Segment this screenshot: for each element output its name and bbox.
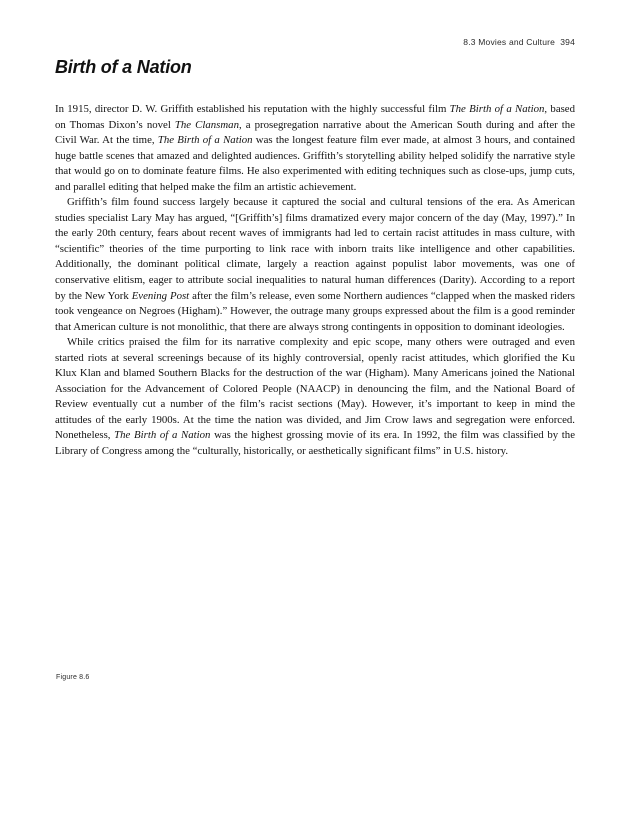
italic-text-segment: The Birth of a Nation bbox=[157, 134, 253, 147]
running-header: 8.3 Movies and Culture 394 bbox=[463, 37, 575, 47]
paragraph bbox=[55, 195, 575, 335]
italic-text-segment: The Clansman bbox=[174, 118, 239, 131]
text-segment: was the longest feature film ever made, at almost 3 hours, and contained huge battle scenes that amazed and delighted audiences. Griffith’s storytelling ability helped solidify the narrative style that would go on to dominate feature films. He also experimented with editing techniques such as close-ups, jump cuts, and parallel editing that helped make the film an artistic achievement. bbox=[55, 134, 575, 193]
text-segment: In 1915, director D. W. Griffith established his reputation with the highly successful film bbox=[55, 103, 450, 115]
figure-caption: Figure 8.6 bbox=[56, 674, 90, 681]
page-title: Birth of a Nation bbox=[55, 57, 192, 77]
text-segment: was the highest grossing movie of its era. In 1992, the film was classified by the Library of Congress among the “culturally, historically, or aesthetically significant films” in U.S. history. bbox=[55, 429, 575, 458]
paragraph bbox=[55, 102, 575, 195]
text-segment: , a prosegregation narrative about the American South during and after the Civil War. At the time, bbox=[55, 118, 575, 147]
text-segment: While critics praised the film for its narrative complexity and epic scope, many others were outraged and even started riots at several screenings because of its highly controversial, openly racist attitudes, which glorified the Ku Klux Klan and blamed Southern Blacks for the destruction of the war (Higham). Many Americans joined the National Association for the Advancement of Colored People (NAACP) in denouncing the film, and the National Board of Review eventually cut a number of the film’s racist sections (May). However, it’s important to keep in mind the attitudes of the early 1900s. At the time the nation was divided, and Jim Crow laws and segregation were enforced. Nonetheless, bbox=[55, 336, 575, 442]
text-segment: after the film’s release, even some Northern audiences “clapped when the masked riders took vengeance on Negroes (Higham).” However, the outrage many groups expressed about the film is a good reminder that American culture is not monolithic, that there are always strong contingents in opposition to dominant ideologies. bbox=[55, 289, 575, 333]
text-segment: Griffith’s film found success largely because it captured the social and cultural tensions of the era. As American studies specialist Lary May has argued, “[Griffith’s] films dramatized every major concern of the day (May, 1997).” In the early 20th century, fears about recent waves of immigrants had led to certain racist attitudes in mass culture, with “scientific” theories of the time purporting to link race with inborn traits like intelligence and other capabilities. Additionally, the dominant political climate, largely a reaction against populist labor movements, was one of conservative elitism, eager to attribute social inequalities to natural human differences (Darity). According to a report by the New York bbox=[55, 196, 575, 302]
article-body bbox=[55, 102, 575, 460]
italic-text-segment: Evening Post bbox=[131, 289, 190, 302]
italic-text-segment: The Birth of a Nation bbox=[449, 103, 545, 115]
paragraph bbox=[55, 335, 575, 459]
text-segment: , based on Thomas Dixon’s novel bbox=[55, 103, 575, 131]
italic-text-segment: The Birth of a Nation bbox=[114, 429, 211, 442]
